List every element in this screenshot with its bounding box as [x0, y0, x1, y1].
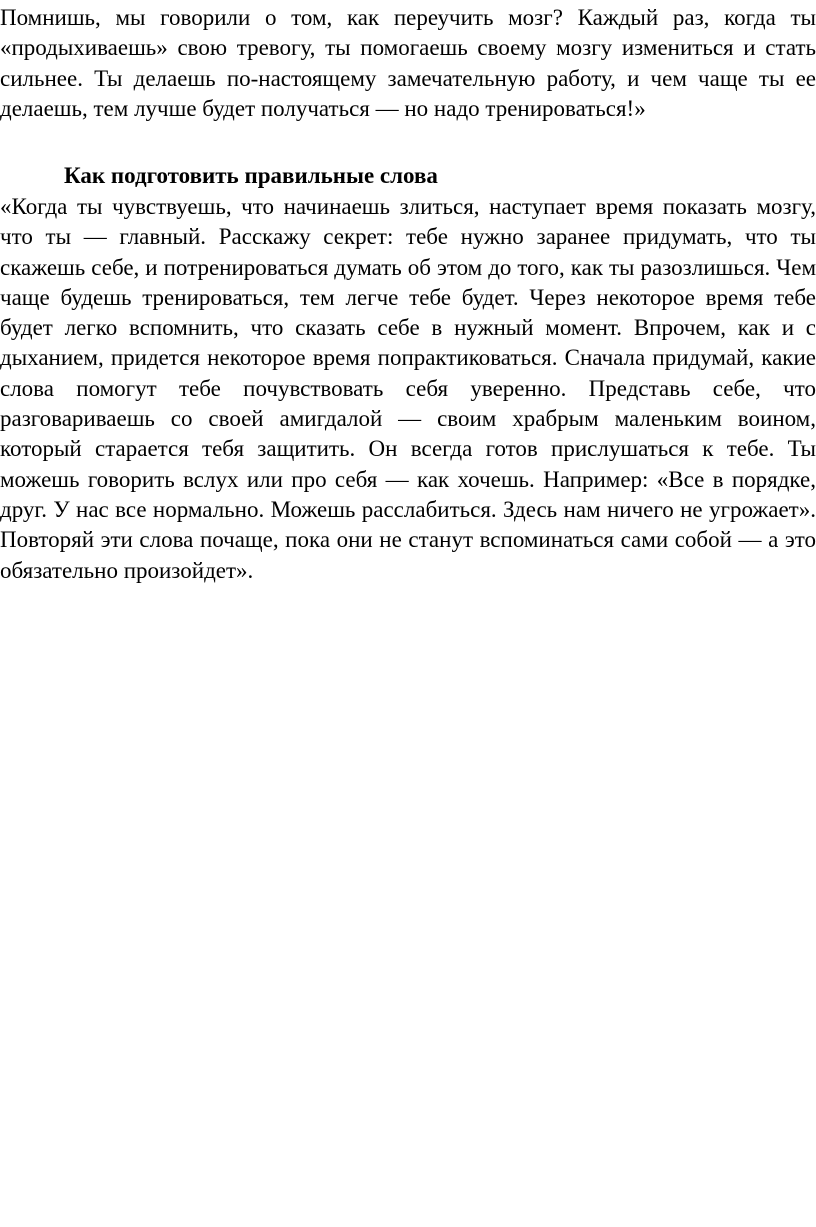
paragraph-main: «Когда ты чувствуешь, что начинаешь злиться, наступает время показать мозгу, что ты — главный. Расскажу секрет: тебе нужно заранее придумать, что ты скажешь себе, и потренироваться думать об этом до того, как ты разозлишься. Чем чаще будешь тренироваться, тем легче тебе будет. Через некоторое время тебе будет легко вспомнить, что сказать себе в нужный момент. Впрочем, как и с дыханием, придется некоторое время попрактиковаться. Сначала придумай, какие слова помогут тебе почувствовать себя уверенно. Представь себе, что разговариваешь со своей амигдалой — своим храбрым маленьким воином, который старается тебя защитить. Он всегда готов прислушаться к тебе. Ты можешь говорить вслух или про себя — как хочешь. Например: «Все в порядке, друг. У нас все нормально. Можешь расслабиться. Здесь нам ничего не угрожает». Повторяй эти слова почаще, пока они не станут вспоминаться сами собой — а это обязательно произойдет». — [0, 194, 816, 583]
section-heading: Как подготовить правильные слова — [64, 163, 438, 188]
paragraph-intro: Помнишь, мы говорили о том, как переучить мозг? Каждый раз, когда ты «продыхиваешь» свою тревогу, ты помогаешь своему мозгу измениться и стать сильнее. Ты делаешь по-настоящему замечательную работу, и чем чаще ты ее делаешь, тем лучше будет получаться — но надо тренироваться!» — [0, 5, 816, 121]
